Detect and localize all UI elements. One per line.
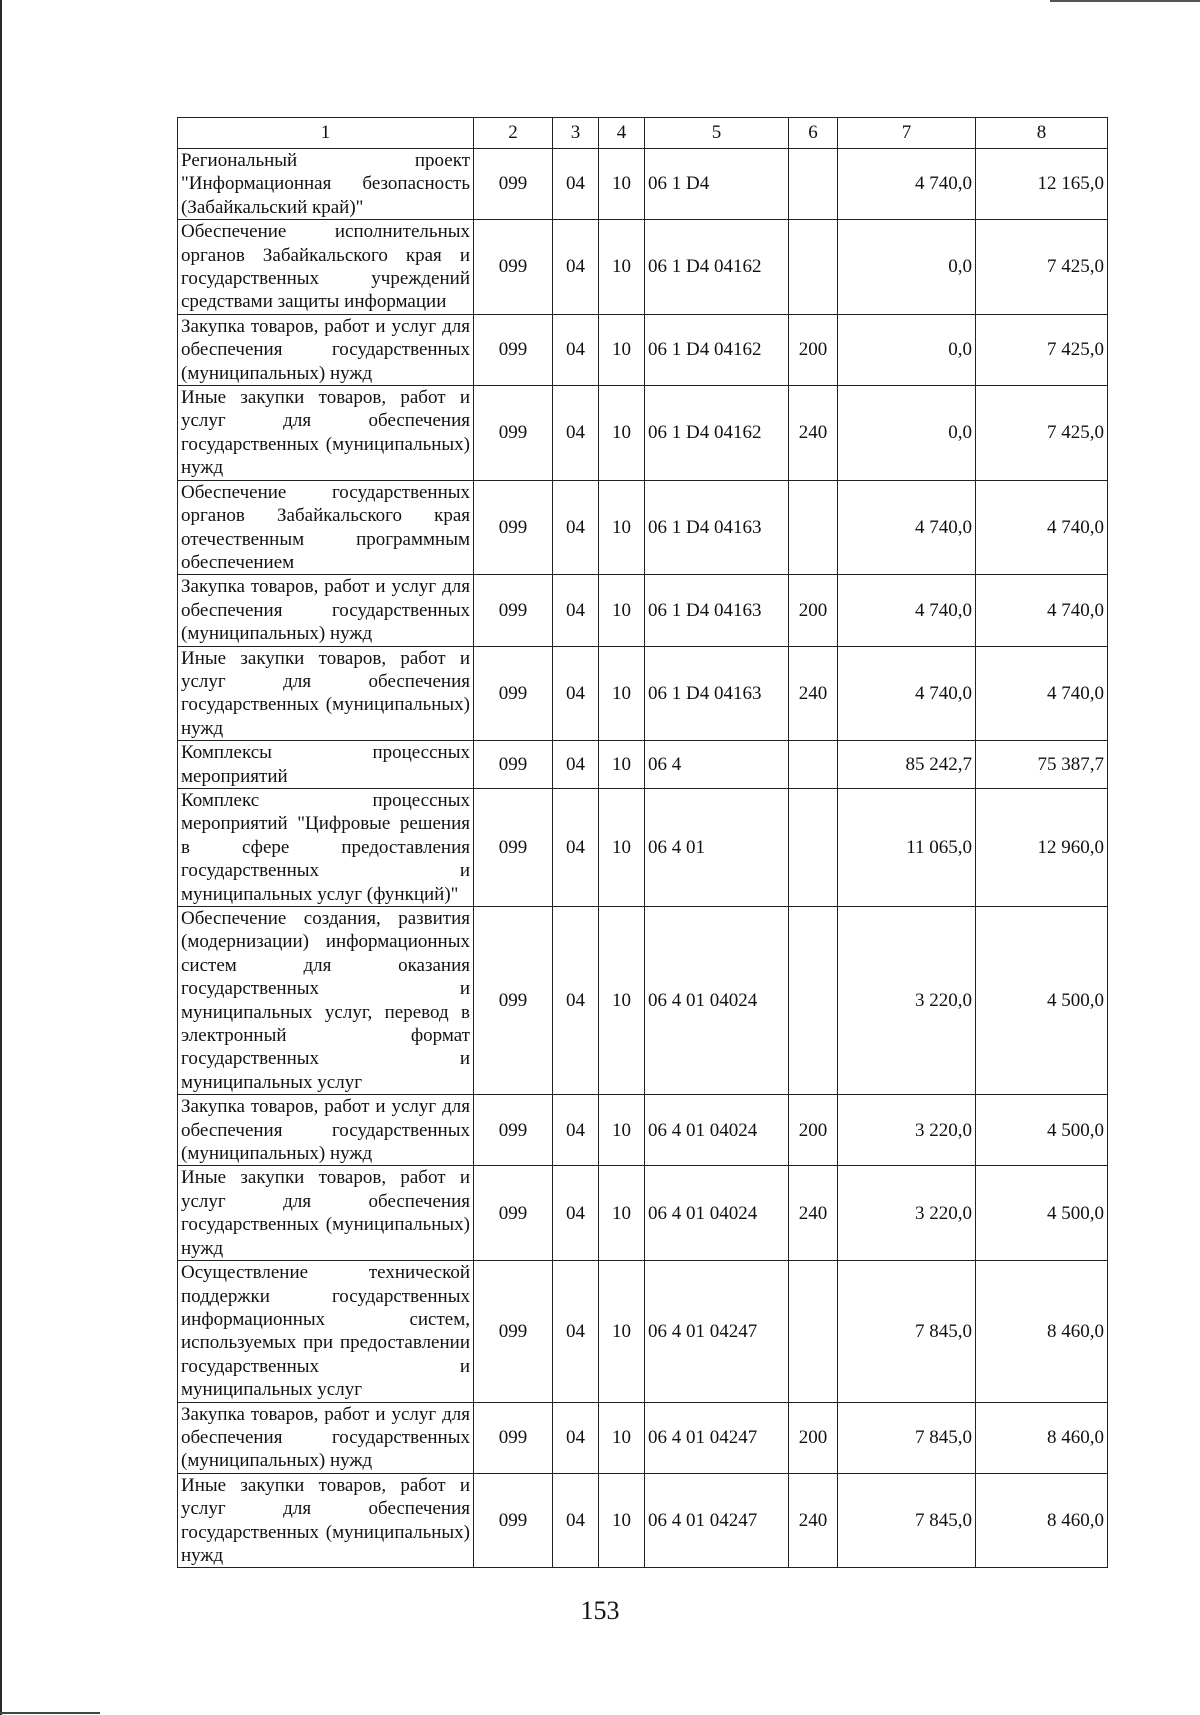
target-article-cell: 06 4 01 04024 — [645, 1166, 789, 1261]
expense-type-cell: 240 — [789, 646, 838, 741]
expense-type-cell — [789, 741, 838, 789]
item-name-cell: Иные закупки товаров, работ и услуг для обеспечения государственных (муниципальных) нужд — [178, 646, 474, 741]
section-code-cell: 04 — [553, 314, 599, 385]
amount-cell: 0,0 — [838, 220, 976, 315]
subsection-code-cell: 10 — [599, 788, 645, 906]
table-row — [178, 1166, 1108, 1261]
subsection-code-cell: 10 — [599, 907, 645, 1095]
ministry-code-cell: 099 — [474, 788, 553, 906]
item-name-cell: Закупка товаров, работ и услуг для обеспечения государственных (муниципальных) нужд — [178, 575, 474, 646]
target-article-cell: 06 1 D4 04162 — [645, 220, 789, 315]
section-code-cell: 04 — [553, 575, 599, 646]
amount-cell: 8 460,0 — [976, 1402, 1108, 1473]
expense-type-cell — [789, 149, 838, 220]
section-code-cell: 04 — [553, 1095, 599, 1166]
target-article-cell: 06 1 D4 04162 — [645, 314, 789, 385]
amount-cell: 8 460,0 — [976, 1473, 1108, 1568]
budget-table — [177, 117, 1108, 1568]
amount-cell: 7 425,0 — [976, 220, 1108, 315]
subsection-code-cell: 10 — [599, 1402, 645, 1473]
amount-cell: 4 500,0 — [976, 1166, 1108, 1261]
subsection-code-cell: 10 — [599, 741, 645, 789]
table-row — [178, 386, 1108, 481]
item-name-cell: Обеспечение создания, развития (модернизации) информационных систем для оказания государственных и муниципальных услуг, перевод в электронный формат государственных и муниципальных услуг — [178, 907, 474, 1095]
table-row — [178, 480, 1108, 575]
expense-type-cell — [789, 220, 838, 315]
subsection-code-cell: 10 — [599, 646, 645, 741]
target-article-cell: 06 1 D4 04163 — [645, 480, 789, 575]
amount-cell: 12 165,0 — [976, 149, 1108, 220]
item-name-cell: Осуществление технической поддержки государственных информационных систем, используемых при предоставлении государственных и муниципальных услуг — [178, 1261, 474, 1402]
ministry-code-cell: 099 — [474, 646, 553, 741]
target-article-cell: 06 1 D4 04163 — [645, 646, 789, 741]
table-row — [178, 314, 1108, 385]
amount-cell: 3 220,0 — [838, 907, 976, 1095]
column-number: 1 — [178, 118, 474, 149]
table-row — [178, 575, 1108, 646]
ministry-code-cell: 099 — [474, 907, 553, 1095]
target-article-cell: 06 4 01 04024 — [645, 1095, 789, 1166]
item-name-cell: Закупка товаров, работ и услуг для обеспечения государственных (муниципальных) нужд — [178, 314, 474, 385]
scan-edge-top — [1050, 0, 1200, 2]
amount-cell: 75 387,7 — [976, 741, 1108, 789]
table-row — [178, 1473, 1108, 1568]
amount-cell: 4 740,0 — [838, 149, 976, 220]
expense-type-cell: 200 — [789, 314, 838, 385]
subsection-code-cell: 10 — [599, 149, 645, 220]
subsection-code-cell: 10 — [599, 1166, 645, 1261]
ministry-code-cell: 099 — [474, 1166, 553, 1261]
subsection-code-cell: 10 — [599, 314, 645, 385]
amount-cell: 4 740,0 — [976, 575, 1108, 646]
target-article-cell: 06 4 01 04247 — [645, 1473, 789, 1568]
subsection-code-cell: 10 — [599, 1473, 645, 1568]
expense-type-cell — [789, 907, 838, 1095]
section-code-cell: 04 — [553, 646, 599, 741]
expense-type-cell — [789, 788, 838, 906]
column-number: 3 — [553, 118, 599, 149]
ministry-code-cell: 099 — [474, 314, 553, 385]
column-number: 4 — [599, 118, 645, 149]
item-name-cell: Иные закупки товаров, работ и услуг для обеспечения государственных (муниципальных) нужд — [178, 386, 474, 481]
section-code-cell: 04 — [553, 220, 599, 315]
subsection-code-cell: 10 — [599, 386, 645, 481]
ministry-code-cell: 099 — [474, 741, 553, 789]
item-name-cell: Иные закупки товаров, работ и услуг для обеспечения государственных (муниципальных) нужд — [178, 1473, 474, 1568]
target-article-cell: 06 4 — [645, 741, 789, 789]
item-name-cell: Комплексы процессных мероприятий — [178, 741, 474, 789]
amount-cell: 4 500,0 — [976, 907, 1108, 1095]
table-row — [178, 220, 1108, 315]
column-number: 8 — [976, 118, 1108, 149]
amount-cell: 11 065,0 — [838, 788, 976, 906]
subsection-code-cell: 10 — [599, 1095, 645, 1166]
amount-cell: 3 220,0 — [838, 1095, 976, 1166]
expense-type-cell: 240 — [789, 1166, 838, 1261]
amount-cell: 12 960,0 — [976, 788, 1108, 906]
table-row — [178, 1261, 1108, 1402]
table-row — [178, 907, 1108, 1095]
item-name-cell: Обеспечение исполнительных органов Забайкальского края и государственных учреждений средствами защиты информации — [178, 220, 474, 315]
item-name-cell: Иные закупки товаров, работ и услуг для обеспечения государственных (муниципальных) нужд — [178, 1166, 474, 1261]
table-row — [178, 149, 1108, 220]
ministry-code-cell: 099 — [474, 1473, 553, 1568]
section-code-cell: 04 — [553, 1402, 599, 1473]
subsection-code-cell: 10 — [599, 575, 645, 646]
item-name-cell: Обеспечение государственных органов Забайкальского края отечественным программным обеспечением — [178, 480, 474, 575]
ministry-code-cell: 099 — [474, 386, 553, 481]
ministry-code-cell: 099 — [474, 1402, 553, 1473]
target-article-cell: 06 1 D4 04162 — [645, 386, 789, 481]
budget-table-body — [178, 118, 1108, 1568]
table-row — [178, 788, 1108, 906]
section-code-cell: 04 — [553, 907, 599, 1095]
section-code-cell: 04 — [553, 480, 599, 575]
amount-cell: 7 425,0 — [976, 386, 1108, 481]
amount-cell: 4 740,0 — [838, 480, 976, 575]
column-number: 5 — [645, 118, 789, 149]
amount-cell: 7 845,0 — [838, 1261, 976, 1402]
target-article-cell: 06 4 01 04247 — [645, 1402, 789, 1473]
expense-type-cell: 200 — [789, 1402, 838, 1473]
page-number: 153 — [580, 1596, 620, 1625]
section-code-cell: 04 — [553, 1166, 599, 1261]
expense-type-cell — [789, 1261, 838, 1402]
expense-type-cell: 240 — [789, 1473, 838, 1568]
section-code-cell: 04 — [553, 386, 599, 481]
scan-edge-bottom — [0, 1712, 100, 1714]
section-code-cell: 04 — [553, 1473, 599, 1568]
ministry-code-cell: 099 — [474, 220, 553, 315]
section-code-cell: 04 — [553, 149, 599, 220]
section-code-cell: 04 — [553, 741, 599, 789]
amount-cell: 0,0 — [838, 386, 976, 481]
amount-cell: 3 220,0 — [838, 1166, 976, 1261]
amount-cell: 4 740,0 — [976, 646, 1108, 741]
subsection-code-cell: 10 — [599, 220, 645, 315]
column-number-row — [178, 118, 1108, 149]
expense-type-cell: 200 — [789, 1095, 838, 1166]
subsection-code-cell: 10 — [599, 480, 645, 575]
amount-cell: 4 740,0 — [838, 575, 976, 646]
amount-cell: 4 740,0 — [976, 480, 1108, 575]
target-article-cell: 06 4 01 04024 — [645, 907, 789, 1095]
subsection-code-cell: 10 — [599, 1261, 645, 1402]
scan-edge-left — [0, 0, 2, 1715]
column-number: 2 — [474, 118, 553, 149]
amount-cell: 0,0 — [838, 314, 976, 385]
table-row — [178, 646, 1108, 741]
item-name-cell: Закупка товаров, работ и услуг для обеспечения государственных (муниципальных) нужд — [178, 1095, 474, 1166]
column-number: 6 — [789, 118, 838, 149]
item-name-cell: Комплекс процессных мероприятий "Цифровые решения в сфере предоставления государственных и муниципальных услуг (функций)" — [178, 788, 474, 906]
amount-cell: 4 740,0 — [838, 646, 976, 741]
section-code-cell: 04 — [553, 1261, 599, 1402]
amount-cell: 7 845,0 — [838, 1402, 976, 1473]
expense-type-cell: 240 — [789, 386, 838, 481]
amount-cell: 7 425,0 — [976, 314, 1108, 385]
section-code-cell: 04 — [553, 788, 599, 906]
expense-type-cell: 200 — [789, 575, 838, 646]
column-number: 7 — [838, 118, 976, 149]
table-row — [178, 1095, 1108, 1166]
amount-cell: 4 500,0 — [976, 1095, 1108, 1166]
target-article-cell: 06 1 D4 04163 — [645, 575, 789, 646]
target-article-cell: 06 4 01 — [645, 788, 789, 906]
item-name-cell: Региональный проект "Информационная безопасность (Забайкальский край)" — [178, 149, 474, 220]
ministry-code-cell: 099 — [474, 149, 553, 220]
amount-cell: 85 242,7 — [838, 741, 976, 789]
item-name-cell: Закупка товаров, работ и услуг для обеспечения государственных (муниципальных) нужд — [178, 1402, 474, 1473]
target-article-cell: 06 1 D4 — [645, 149, 789, 220]
ministry-code-cell: 099 — [474, 1095, 553, 1166]
ministry-code-cell: 099 — [474, 1261, 553, 1402]
ministry-code-cell: 099 — [474, 480, 553, 575]
amount-cell: 7 845,0 — [838, 1473, 976, 1568]
table-row — [178, 1402, 1108, 1473]
target-article-cell: 06 4 01 04247 — [645, 1261, 789, 1402]
table-row — [178, 741, 1108, 789]
amount-cell: 8 460,0 — [976, 1261, 1108, 1402]
ministry-code-cell: 099 — [474, 575, 553, 646]
expense-type-cell — [789, 480, 838, 575]
